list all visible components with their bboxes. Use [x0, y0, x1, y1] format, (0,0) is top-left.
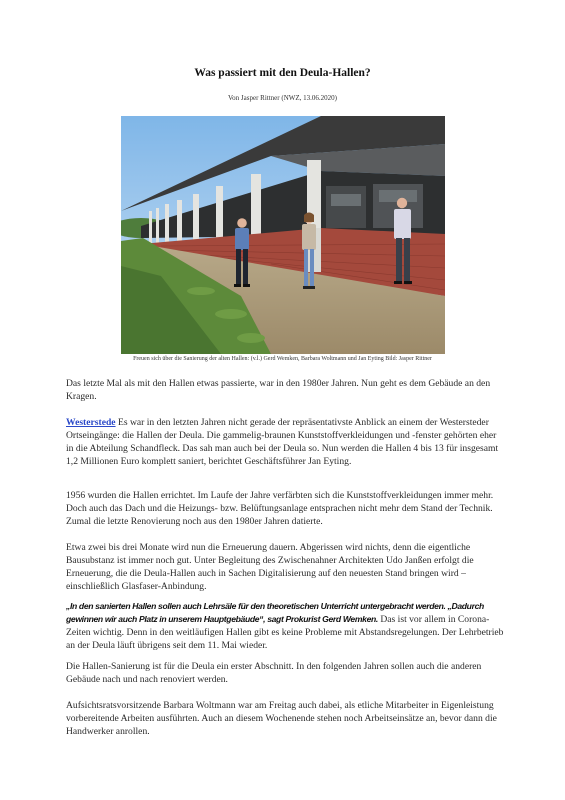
paragraph-first-phase: Die Hallen-Sanierung ist für die Deula ein erster Abschnitt. In den folgenden Jahren sollen auch die anderen Gebäude nach und nach renoviert werden.	[66, 661, 482, 685]
paragraph-intro-text: Es war in den letzten Jahren nicht gerade der repräsentativste Anblick an einem der Westersteder Ortseingänge: die Hallen der Deula. Die gammelig-braunen Kunststoffverkleidungen und -fenster gehörten eher in die Abteilung Schandfleck. Das sah man auch bei der Deula so. Nun werden die Hallen 4 bis 13 für insgesamt 1,2 Millionen Euro komplett saniert, berichtet Geschäftsführer Jan Eyting.	[66, 417, 499, 467]
paragraph-renovation: Etwa zwei bis drei Monate wird nun die Erneuerung dauern. Abgerissen wird nichts, denn die eigentliche Bausubstanz ist immer noch gut. Unter Begleitung des Zwischenahner Architekten Udo Janßen erfolgt die Erneuerung, die die Deula-Hallen auch in Sachen Digitalisierung auf den neuesten Stand bringen wird – einschließlich Glasfaser-Anbindung.	[66, 542, 474, 592]
photo-illustration	[121, 116, 445, 354]
photo-caption: Freuen sich über die Sanierung der alten Hallen: (v.l.) Gerd Wemken, Barbara Woltmann und Jan Eyting Bild: Jasper Rittner	[133, 356, 432, 362]
article-title: Was passiert mit den Deula-Hallen?	[194, 67, 371, 79]
paragraph-supervisory-board: Aufsichtsratsvorsitzende Barbara Woltmann war am Freitag auch dabei, als etliche Mitarbeiter in Eigenleistung vorbereitende Arbeiten ausführten. Auch an diesem Wochenende stehen noch Arbeitseinsätze an, bevor dann die Handwerker anrollen.	[66, 700, 497, 737]
paragraph-intro	[66, 416, 506, 468]
paragraph-quote-text: Das ist vor allem in Corona-Zeiten wichtig. Denn in den weitläufigen Hallen gibt es keine Probleme mit Abstandsregelungen. Der Lehrbetrieb an der Deula läuft übrigens seit dem 11. Mai wieder.	[66, 614, 504, 651]
lead-paragraph: Das letzte Mal als mit den Hallen etwas passierte, war in den 1980er Jahren. Nun geht es dem Gebäude an den Kragen.	[66, 378, 491, 402]
paragraph-history: 1956 wurden die Hallen errichtet. Im Laufe der Jahre verfärbten sich die Kunststoffverkleidungen immer mehr. Doch auch das Dach und die Heizungs- bzw. Belüftungsanlage entsprachen nicht mehr dem Stand der Technik. Zumal die letzte Renovierung noch aus den 1980er Jahren datierte.	[66, 490, 494, 527]
article-byline: Von Jasper Rittner (NWZ, 13.06.2020)	[228, 94, 337, 102]
paragraph-quote	[66, 600, 506, 652]
article-photo	[121, 116, 445, 354]
location-link[interactable]: Westerstede	[66, 417, 116, 428]
quote-text: „In den sanierten Hallen sollen auch Lehrsäle für den theoretischen Unterricht untergebracht werden. „Dadurch gewinnen wir auch Platz in unserem Hauptgebäude“, sagt Prokurist Gerd Wemken.	[66, 601, 484, 624]
